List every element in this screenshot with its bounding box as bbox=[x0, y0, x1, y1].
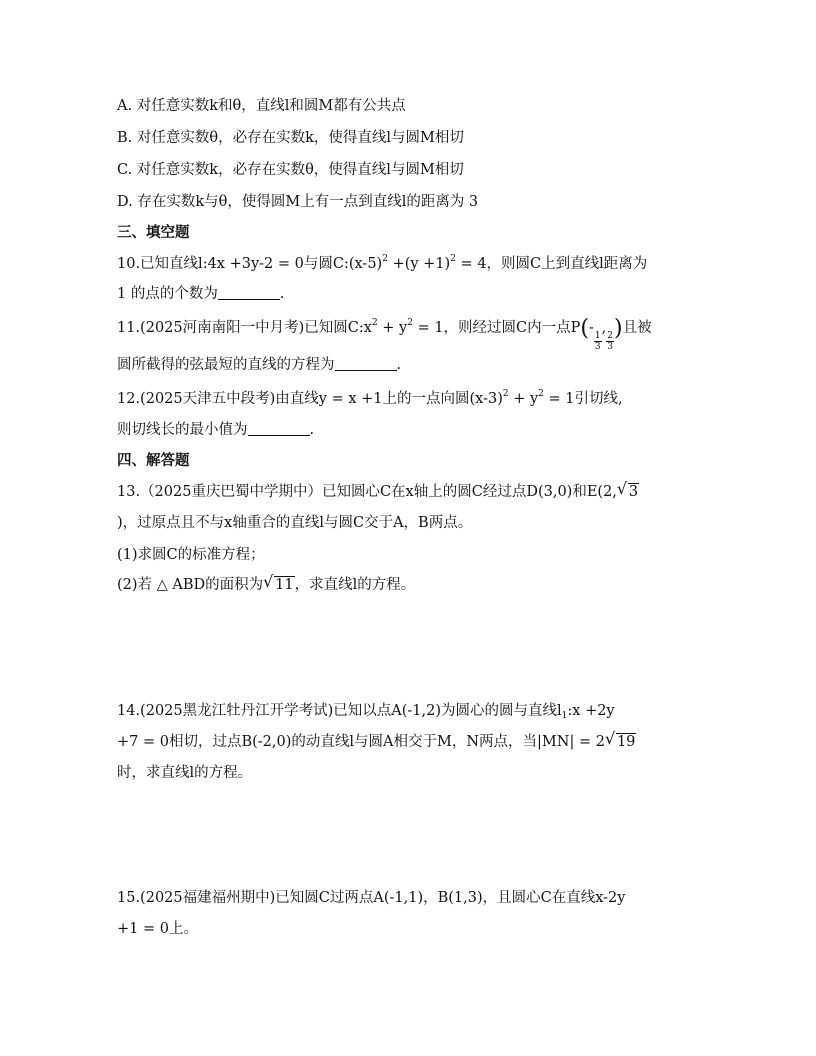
question-11-line-2: 圆所截得的弦最短的直线的方程为 . bbox=[117, 357, 402, 373]
question-14-line-2: +7 = 0相切，过点B(-2,0)的动直线l与圆A相交于M，N两点，当|MN| = 2√ 19 bbox=[117, 732, 636, 752]
section-heading-fill-in: 三、填空题 bbox=[117, 225, 190, 241]
answer-blank[interactable] bbox=[248, 421, 310, 436]
question-10-line-1: 10.已知直线l:4x +3y-2 = 0与圆$C:(x-5)^2 +(y +1)^2 = 4$，则圆C上到直线l距离为 bbox=[117, 254, 648, 272]
option-d: D. 存在实数k与θ，使得圆M上有一点到直线l的距离为 3 bbox=[117, 194, 479, 210]
question-11-line-1: 11.(2025河南南阳一中月考)已知圆$C:x^2 + y^2 = 1$，则经过圆C内一点P(- $\frac{1}{3}$ , $\frac{2}{3}$ )且被 bbox=[117, 316, 652, 352]
question-14-line-1: 14.(2025黑龙江牡丹江开学考试)已知以点A(-1,2)为圆心的圆与直线$l_1:x +2y$ bbox=[117, 703, 615, 721]
question-15-line-1: 15.(2025福建福州期中)已知圆C过两点A(-1,1)，B(1,3)，且圆心C在直线x-2y bbox=[117, 890, 626, 906]
option-a: A. 对任意实数k和θ，直线l和圆M都有公共点 bbox=[117, 98, 406, 114]
question-14-line-3: 时，求直线l的方程。 bbox=[117, 765, 253, 781]
question-13-line-2: )，过原点且不与x轴重合的直线l与圆C交于A，B两点。 bbox=[117, 515, 473, 531]
question-12-line-2: 则切线长的最小值为 . bbox=[117, 422, 315, 438]
question-12-line-1: 12.(2025天津五中段考)由直线y = x +1上的一点向圆$(x-3)^2 + y^2 = 1$引切线, bbox=[117, 389, 623, 407]
section-heading-solutions: 四、解答题 bbox=[117, 453, 190, 469]
answer-blank[interactable] bbox=[335, 356, 397, 371]
answer-blank[interactable] bbox=[218, 285, 280, 300]
question-13-part-2: (2)若 △ ABD的面积为√ 11，求直线l的方程。 bbox=[117, 575, 415, 595]
fraction: $\frac{1}{3}$ bbox=[594, 331, 601, 352]
sqrt-expression: √ 11 bbox=[263, 575, 294, 595]
sqrt-expression: √ 19 bbox=[605, 732, 636, 752]
option-b: B. 对任意实数θ，必存在实数k，使得直线l与圆M相切 bbox=[117, 130, 464, 146]
fraction: $\frac{2}{3}$ bbox=[607, 331, 613, 352]
question-13-line-1: 13.（2025重庆巴蜀中学期中）已知圆心C在x轴上的圆C经过点D(3,0)和E(2,√ 3 bbox=[117, 482, 639, 502]
question-13-part-1: (1)求圆C的标准方程； bbox=[117, 547, 265, 563]
question-15-line-2: +1 = 0上。 bbox=[117, 921, 198, 937]
option-c: C. 对任意实数k，必存在实数θ，使得直线l与圆M相切 bbox=[117, 162, 464, 178]
question-10-line-2: 1 的点的个数为 . bbox=[117, 286, 285, 302]
sqrt-expression: √ 3 bbox=[617, 482, 639, 502]
